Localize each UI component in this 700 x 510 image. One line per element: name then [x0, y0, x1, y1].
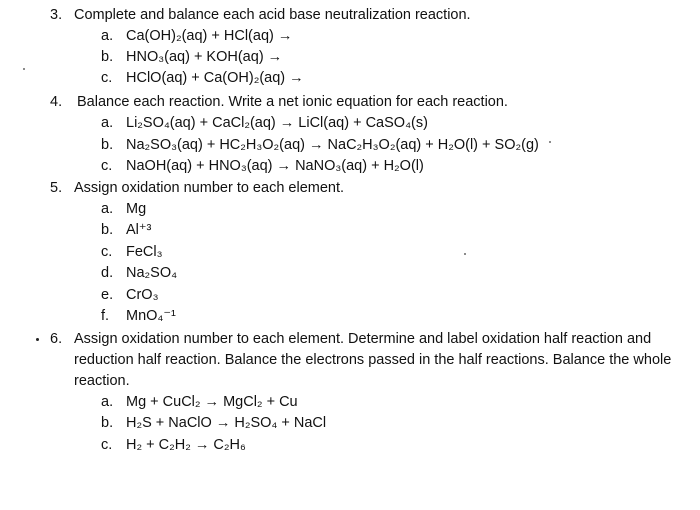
question-prompt: Assign oxidation number to each element.	[74, 180, 345, 196]
item-letter: b.	[101, 137, 114, 153]
item-text: MnO₄⁻¹	[126, 308, 176, 324]
question-number: 6.	[50, 331, 63, 347]
question-number: 5.	[50, 180, 63, 196]
item-text: CrO₃	[126, 287, 159, 303]
item-text: Mg	[126, 201, 147, 217]
item-text: H₂S + NaClO → H₂SO₄ + NaCl	[126, 415, 327, 431]
question-number: 4.	[50, 94, 63, 110]
item-letter: b.	[101, 415, 114, 431]
item-text: HClO(aq) + Ca(OH)₂(aq) →	[126, 70, 304, 86]
item-text: Na₂SO₄	[126, 265, 178, 281]
item-text: Li₂SO₄(aq) + CaCl₂(aq) → LiCl(aq) + CaSO₄(s)	[126, 115, 428, 131]
item-letter: c.	[101, 244, 113, 260]
item-text: HNO₃(aq) + KOH(aq) →	[126, 49, 283, 65]
item-letter: c.	[101, 158, 113, 174]
question-prompt-line: reaction.	[74, 373, 130, 389]
question-prompt: Complete and balance each acid base neutralization reaction.	[74, 7, 471, 23]
item-text: NaOH(aq) + HNO₃(aq) → NaNO₃(aq) + H₂O(l)	[126, 158, 424, 174]
item-text: FeCl₃	[126, 244, 163, 260]
item-letter: e.	[101, 287, 114, 303]
item-letter: a.	[101, 201, 114, 217]
scan-speck	[549, 141, 551, 143]
item-letter: c.	[101, 437, 113, 453]
item-letter: b.	[101, 49, 114, 65]
item-text: Mg + CuCl₂ → MgCl₂ + Cu	[126, 394, 298, 410]
item-letter: d.	[101, 265, 114, 281]
item-text: Al⁺³	[126, 222, 152, 238]
question-prompt: Balance each reaction. Write a net ionic equation for each reaction.	[77, 94, 508, 110]
question-prompt-line: reduction half reaction. Balance the electrons passed in the half reactions. Balance the whole	[74, 352, 672, 368]
item-letter: c.	[101, 70, 113, 86]
item-letter: a.	[101, 394, 114, 410]
item-text: H₂ + C₂H₂ → C₂H₆	[126, 437, 246, 453]
scan-speck	[464, 253, 466, 255]
item-text: Na₂SO₃(aq) + HC₂H₃O₂(aq) → NaC₂H₃O₂(aq) + H₂O(l) + SO₂(g)	[126, 137, 539, 153]
scan-speck	[23, 68, 25, 70]
item-text: Ca(OH)₂(aq) + HCl(aq) →	[126, 28, 293, 44]
question-number: 3.	[50, 7, 63, 23]
scan-speck	[36, 338, 39, 341]
question-prompt-line: Assign oxidation number to each element. Determine and label oxidation half reaction and	[74, 331, 652, 347]
item-letter: f.	[101, 308, 110, 324]
item-letter: b.	[101, 222, 114, 238]
item-letter: a.	[101, 28, 114, 44]
item-letter: a.	[101, 115, 114, 131]
